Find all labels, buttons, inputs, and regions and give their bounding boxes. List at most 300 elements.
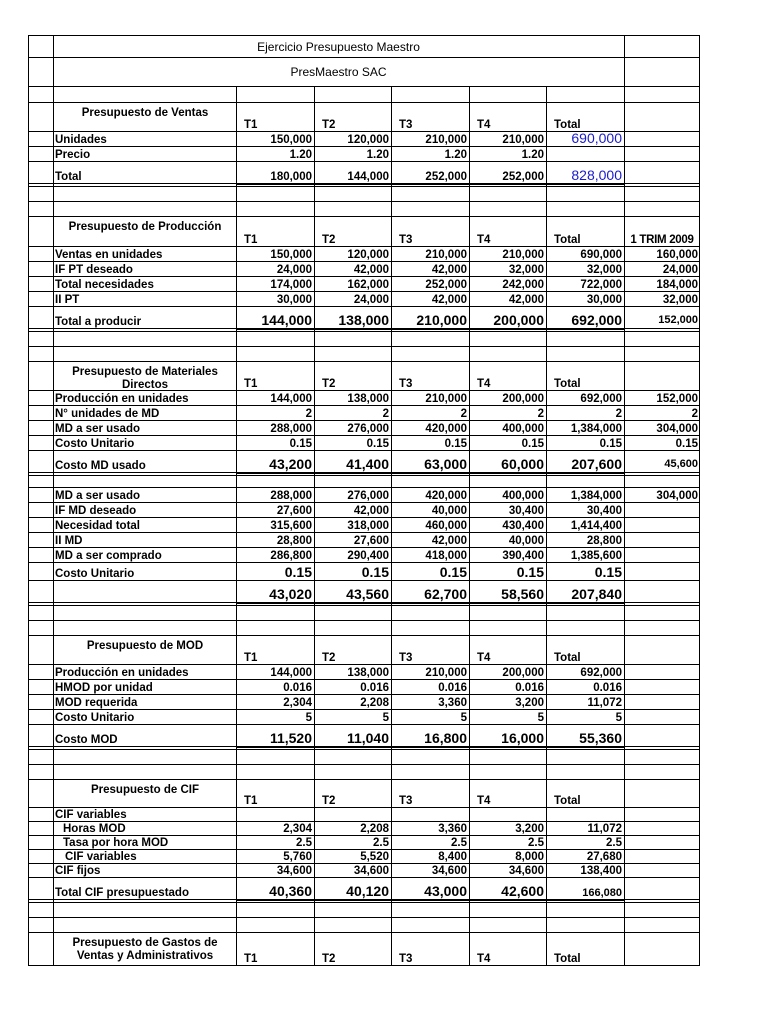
column-header-t3[interactable]: T3 (399, 378, 413, 390)
grid-line (699, 695, 700, 710)
cell-value[interactable]: 42,000 (431, 294, 467, 306)
row-label[interactable]: MD a ser usado (55, 490, 140, 502)
grid-line (624, 362, 625, 391)
cell-value[interactable]: 430,400 (502, 520, 544, 532)
cell-value[interactable]: 42,000 (353, 264, 389, 276)
cell-value[interactable]: 24,000 (276, 264, 312, 276)
cell-value[interactable]: 420,000 (425, 423, 467, 435)
grid-line (699, 347, 700, 362)
row-label[interactable]: Necesidad total (55, 520, 140, 532)
section-title[interactable]: Presupuesto de CIF (91, 784, 199, 796)
column-header-t1[interactable]: T1 (244, 953, 258, 965)
column-header-t2[interactable]: T2 (322, 795, 336, 807)
grid-line (28, 391, 29, 406)
data-row (28, 863, 700, 878)
row-label[interactable]: Ventas en unidades (55, 249, 163, 261)
cell-value[interactable]: 27,600 (353, 535, 389, 547)
cell-value[interactable]: 184,000 (656, 279, 698, 291)
data-row (28, 405, 700, 421)
cell-value[interactable]: 690,000 (580, 249, 622, 261)
column-header-total[interactable]: Total (554, 652, 581, 664)
cell-value[interactable]: 2 (691, 408, 698, 420)
cell-value[interactable]: 200,000 (493, 312, 544, 328)
grid-line (699, 621, 700, 636)
grid-line (28, 665, 29, 680)
cell-value[interactable]: 304,000 (656, 423, 698, 435)
cell-value[interactable]: 40,000 (431, 505, 467, 517)
column-header-t4[interactable]: T4 (477, 234, 491, 246)
column-header-1-trim-2009[interactable]: 1 TRIM 2009 (630, 234, 694, 246)
row-label[interactable]: CIF variables (65, 851, 137, 863)
grid-line (28, 680, 29, 695)
cell-value[interactable]: 120,000 (347, 134, 389, 146)
cell-value[interactable]: 2.5 (296, 837, 312, 849)
cell-value[interactable]: 11,072 (587, 823, 622, 835)
cell-value[interactable]: 144,000 (347, 171, 389, 183)
cell-value[interactable]: 0.016 (593, 682, 622, 694)
column-header-t2[interactable]: T2 (322, 953, 336, 965)
cell-value[interactable]: 32,000 (662, 294, 698, 306)
cell-value[interactable]: 0.15 (599, 438, 622, 450)
cell-value[interactable]: 690,000 (571, 130, 622, 146)
cell-value[interactable]: 288,000 (270, 490, 312, 502)
cell-value[interactable]: 0.15 (594, 564, 622, 580)
column-header-t1[interactable]: T1 (244, 119, 258, 131)
column-header-t3[interactable]: T3 (399, 119, 413, 131)
row-label[interactable]: Costo MOD (55, 734, 118, 746)
row-label[interactable]: Tasa por hora MOD (63, 837, 169, 849)
cell-value[interactable]: 60,000 (501, 456, 544, 472)
grid-line (28, 864, 29, 878)
grid-line (314, 903, 315, 918)
cell-value[interactable]: 210,000 (425, 134, 467, 146)
grid-line (314, 621, 315, 636)
row-label[interactable]: N° unidades de MD (55, 408, 160, 420)
column-header-t4[interactable]: T4 (477, 652, 491, 664)
grid-line (546, 808, 547, 822)
column-header-t3[interactable]: T3 (399, 652, 413, 664)
column-header-t3[interactable]: T3 (399, 234, 413, 246)
grid-line (546, 606, 547, 621)
data-row (28, 390, 700, 406)
column-header-t4[interactable]: T4 (477, 795, 491, 807)
column-header-t2[interactable]: T2 (322, 652, 336, 664)
cell-value[interactable]: 210,000 (502, 249, 544, 261)
section-title[interactable]: Presupuesto de Ventas (81, 107, 209, 119)
cell-value[interactable]: 8,400 (438, 851, 467, 863)
cell-value[interactable]: 418,000 (425, 550, 467, 562)
grid-line (699, 147, 700, 162)
cell-value[interactable]: 24,000 (662, 264, 698, 276)
cell-value[interactable]: 43,000 (424, 883, 467, 899)
cell-value[interactable]: 0.016 (360, 682, 389, 694)
cell-value[interactable]: 16,000 (501, 730, 544, 746)
cell-value[interactable]: 2.5 (451, 837, 467, 849)
column-header-t3[interactable]: T3 (399, 795, 413, 807)
cell-value[interactable]: 43,560 (346, 586, 389, 602)
cell-value[interactable]: 150,000 (270, 134, 312, 146)
cell-value[interactable]: 28,800 (276, 535, 312, 547)
cell-value[interactable]: 0.15 (361, 564, 389, 580)
row-label[interactable]: Producción en unidades (55, 393, 189, 405)
column-header-t2[interactable]: T2 (322, 234, 336, 246)
cell-value[interactable]: 40,360 (269, 883, 312, 899)
grid-line (699, 850, 700, 864)
cell-value[interactable]: 252,000 (425, 171, 467, 183)
grid-line (624, 58, 625, 87)
cell-value[interactable]: 207,600 (571, 456, 622, 472)
cell-value[interactable]: 150,000 (270, 249, 312, 261)
column-header-t1[interactable]: T1 (244, 234, 258, 246)
grid-line (28, 581, 29, 603)
cell-value[interactable]: 138,000 (347, 393, 389, 405)
cell-value[interactable]: 2 (382, 408, 389, 420)
cell-value[interactable]: 42,600 (501, 883, 544, 899)
row-label[interactable]: Unidades (55, 134, 107, 146)
cell-value[interactable]: 5 (615, 712, 622, 724)
cell-value[interactable]: 0.15 (444, 438, 467, 450)
cell-value[interactable]: 40,120 (346, 883, 389, 899)
cell-value[interactable]: 42,000 (508, 294, 544, 306)
column-header-t1[interactable]: T1 (244, 652, 258, 664)
cell-value[interactable]: 144,000 (270, 393, 312, 405)
cell-value[interactable]: 0.15 (284, 564, 312, 580)
cell-value[interactable]: 304,000 (656, 490, 698, 502)
grid-line (28, 307, 29, 329)
cell-value[interactable]: 2 (615, 408, 622, 420)
grid-line (28, 262, 29, 277)
cell-value[interactable]: 0.15 (289, 438, 312, 450)
cell-value[interactable]: 1,385,600 (570, 550, 622, 562)
row-label[interactable]: Costo Unitario (55, 568, 135, 580)
cell-value[interactable]: 290,400 (347, 550, 389, 562)
sheet-title[interactable]: PresMaestro SAC (290, 65, 387, 79)
column-header-t4[interactable]: T4 (477, 119, 491, 131)
cell-value[interactable]: 390,400 (502, 550, 544, 562)
cell-value[interactable]: 16,800 (424, 730, 467, 746)
column-header-total[interactable]: Total (554, 795, 581, 807)
data-row (28, 580, 700, 603)
column-header-t2[interactable]: T2 (322, 378, 336, 390)
row-label[interactable]: Precio (55, 149, 91, 161)
cell-value[interactable]: 2 (537, 408, 544, 420)
cell-value[interactable]: 166,080 (582, 887, 622, 899)
cell-value[interactable]: 34,600 (431, 865, 467, 877)
cell-value[interactable]: 692,000 (580, 667, 622, 679)
cell-value[interactable]: 2,304 (283, 823, 312, 835)
row-label[interactable]: II MD (55, 535, 83, 547)
cell-value[interactable]: 5,760 (283, 851, 312, 863)
cell-value[interactable]: 0.15 (366, 438, 389, 450)
grid-line (699, 836, 700, 850)
cell-value[interactable]: 27,600 (276, 505, 312, 517)
grid-line (28, 780, 29, 808)
data-row (28, 835, 700, 850)
grid-line (624, 347, 625, 362)
grid-line (546, 187, 547, 202)
row-label[interactable]: II PT (55, 294, 80, 306)
cell-value[interactable]: 276,000 (347, 423, 389, 435)
grid-line (314, 87, 315, 103)
grid-line (624, 808, 625, 822)
cell-value[interactable]: 62,700 (424, 586, 467, 602)
cell-value[interactable]: 32,000 (508, 264, 544, 276)
column-header-total[interactable]: Total (554, 119, 581, 131)
cell-value[interactable]: 3,200 (515, 823, 544, 835)
cell-value[interactable]: 120,000 (347, 249, 389, 261)
cell-value[interactable]: 58,560 (501, 586, 544, 602)
grid-line (314, 765, 315, 780)
cell-value[interactable]: 41,400 (346, 456, 389, 472)
grid-line (469, 621, 470, 636)
cell-value[interactable]: 30,000 (586, 294, 622, 306)
grid-line (469, 347, 470, 362)
column-header-t1[interactable]: T1 (244, 795, 258, 807)
cell-value[interactable]: 0.15 (516, 564, 544, 580)
grid-line (624, 665, 625, 680)
grid-line (699, 132, 700, 147)
grid-line (624, 695, 625, 710)
section-title[interactable]: Presupuesto de MOD (86, 640, 204, 652)
cell-value[interactable]: 43,200 (269, 456, 312, 472)
cell-value[interactable]: 28,800 (586, 535, 622, 547)
data-row (28, 306, 700, 329)
row-label[interactable]: IF PT deseado (55, 264, 133, 276)
grid-line (28, 147, 29, 162)
cell-value[interactable]: 160,000 (656, 249, 698, 261)
sheet-title[interactable]: Ejercicio Presupuesto Maestro (257, 40, 420, 54)
cell-value[interactable]: 5 (460, 712, 467, 724)
cell-value[interactable]: 252,000 (425, 279, 467, 291)
row-label[interactable]: Producción en unidades (55, 667, 189, 679)
cell-value[interactable]: 32,000 (586, 264, 622, 276)
row-label[interactable]: HMOD por unidad (55, 682, 153, 694)
row-label[interactable]: MOD requerida (55, 697, 138, 709)
row-label[interactable]: Horas MOD (63, 823, 126, 835)
cell-value[interactable]: 42,000 (353, 505, 389, 517)
cell-value[interactable]: 0.016 (438, 682, 467, 694)
cell-value[interactable]: 55,360 (579, 730, 622, 746)
cell-value[interactable]: 1,384,000 (570, 490, 622, 502)
cell-value[interactable]: 276,000 (347, 490, 389, 502)
title-row (28, 57, 700, 87)
cell-value[interactable]: 43,020 (269, 586, 312, 602)
cell-value[interactable]: 318,000 (347, 520, 389, 532)
grid-line (699, 187, 700, 202)
cell-value[interactable]: 40,000 (508, 535, 544, 547)
cell-value[interactable]: 207,840 (571, 586, 622, 602)
cell-value[interactable]: 3,360 (438, 823, 467, 835)
cell-value[interactable]: 42,000 (431, 535, 467, 547)
cell-value[interactable]: 34,600 (276, 865, 312, 877)
cell-value[interactable]: 210,000 (502, 134, 544, 146)
column-header-t1[interactable]: T1 (244, 378, 258, 390)
cell-value[interactable]: 210,000 (425, 249, 467, 261)
cell-value[interactable]: 138,400 (580, 865, 622, 877)
data-row (28, 291, 700, 307)
cell-value[interactable]: 2,208 (360, 697, 389, 709)
row-label[interactable]: CIF fijos (55, 865, 101, 877)
cell-value[interactable]: 42,000 (431, 264, 467, 276)
column-header-t2[interactable]: T2 (322, 119, 336, 131)
cell-value[interactable]: 420,000 (425, 490, 467, 502)
row-label[interactable]: Total necesidades (55, 279, 154, 291)
cell-value[interactable]: 1.20 (521, 149, 544, 161)
cell-value[interactable]: 5,520 (360, 851, 389, 863)
section-header-row (28, 635, 700, 665)
row-label[interactable]: Costo MD usado (55, 460, 146, 472)
cell-value[interactable]: 30,400 (586, 505, 622, 517)
cell-value[interactable]: 144,000 (261, 312, 312, 328)
grid-line (699, 725, 700, 747)
cell-value[interactable]: 24,000 (353, 294, 389, 306)
cell-value[interactable]: 3,360 (438, 697, 467, 709)
section-title[interactable]: Presupuesto de Producción (68, 221, 222, 233)
cell-value[interactable]: 5 (382, 712, 389, 724)
cell-value[interactable]: 180,000 (270, 171, 312, 183)
cell-value[interactable]: 252,000 (502, 171, 544, 183)
row-label[interactable]: MD a ser usado (55, 423, 140, 435)
title-row (28, 35, 700, 58)
empty-row (28, 201, 700, 217)
grid-line (391, 903, 392, 918)
cell-value[interactable]: 200,000 (502, 667, 544, 679)
data-row (28, 821, 700, 836)
cell-value[interactable]: 162,000 (347, 279, 389, 291)
cell-value[interactable]: 200,000 (502, 393, 544, 405)
column-header-t4[interactable]: T4 (477, 378, 491, 390)
cell-value[interactable]: 0.016 (283, 682, 312, 694)
grid-line (236, 918, 237, 933)
grid-line (236, 202, 237, 217)
cell-value[interactable]: 0.15 (439, 564, 467, 580)
cell-value[interactable]: 144,000 (270, 667, 312, 679)
cell-value[interactable]: 1.20 (444, 149, 467, 161)
row-label[interactable]: IF MD deseado (55, 505, 137, 517)
grid-line (624, 332, 625, 347)
cell-value[interactable]: 722,000 (580, 279, 622, 291)
column-header-total[interactable]: Total (554, 378, 581, 390)
cell-value[interactable]: 30,400 (508, 505, 544, 517)
grid-line (391, 87, 392, 103)
cell-value[interactable]: 1,414,400 (570, 520, 622, 532)
grid-line (53, 918, 54, 933)
grid-line (391, 347, 392, 362)
grid-line (546, 918, 547, 933)
grid-line (28, 347, 29, 362)
row-label[interactable]: Costo Unitario (55, 712, 135, 724)
cell-value[interactable]: 152,000 (656, 393, 698, 405)
grid-line (53, 636, 54, 665)
cell-value[interactable]: 210,000 (425, 393, 467, 405)
cell-value[interactable]: 692,000 (580, 393, 622, 405)
cell-value[interactable]: 828,000 (571, 167, 622, 183)
cell-value[interactable]: 138,000 (347, 667, 389, 679)
row-label[interactable]: Total CIF presupuestado (55, 887, 189, 899)
cell-value[interactable]: 692,000 (571, 312, 622, 328)
cell-value[interactable]: 3,200 (515, 697, 544, 709)
grid-line (624, 147, 625, 162)
cell-value[interactable]: 2.5 (528, 837, 544, 849)
column-header-total[interactable]: Total (554, 234, 581, 246)
data-row (28, 709, 700, 725)
cell-value[interactable]: 0.15 (675, 438, 698, 450)
cell-value[interactable]: 1,384,000 (570, 423, 622, 435)
cell-value[interactable]: 0.016 (515, 682, 544, 694)
cell-value[interactable]: 34,600 (508, 865, 544, 877)
cell-value[interactable]: 2,208 (360, 823, 389, 835)
cell-value[interactable]: 2,304 (283, 697, 312, 709)
cell-value[interactable]: 138,000 (338, 312, 389, 328)
cell-value[interactable]: 460,000 (425, 520, 467, 532)
section-title[interactable]: Presupuesto de Materiales Directos (72, 366, 218, 391)
row-label[interactable]: Costo Unitario (55, 438, 135, 450)
column-header-t4[interactable]: T4 (477, 953, 491, 965)
row-label[interactable]: CIF variables (55, 809, 127, 821)
section-title[interactable]: Presupuesto de Gastos de Ventas y Administrativos (72, 937, 218, 962)
cell-value[interactable]: 1.20 (289, 149, 312, 161)
grid-line (28, 406, 29, 421)
cell-value[interactable]: 400,000 (502, 490, 544, 502)
cell-value[interactable]: 8,000 (515, 851, 544, 863)
grid-line (699, 665, 700, 680)
cell-value[interactable]: 30,000 (276, 294, 312, 306)
cell-value[interactable]: 174,000 (270, 279, 312, 291)
cell-value[interactable]: 315,600 (270, 520, 312, 532)
grid-line (699, 680, 700, 695)
grid-line (28, 247, 29, 262)
column-header-t3[interactable]: T3 (399, 953, 413, 965)
cell-value[interactable]: 27,680 (586, 851, 622, 863)
cell-value[interactable]: 5 (537, 712, 544, 724)
row-label[interactable]: Total (55, 171, 82, 183)
cell-value[interactable]: 63,000 (424, 456, 467, 472)
grid-line (624, 621, 625, 636)
cell-value[interactable]: 400,000 (502, 423, 544, 435)
empty-row (28, 749, 700, 765)
cell-value[interactable]: 34,600 (353, 865, 389, 877)
column-header-total[interactable]: Total (554, 953, 581, 965)
cell-value[interactable]: 0.15 (521, 438, 544, 450)
grid-line (391, 918, 392, 933)
cell-value[interactable]: 2.5 (373, 837, 389, 849)
row-label[interactable]: MD a ser comprado (55, 550, 162, 562)
cell-value[interactable]: 45,600 (664, 458, 698, 470)
cell-value[interactable]: 11,520 (269, 730, 312, 746)
cell-value[interactable]: 210,000 (425, 667, 467, 679)
section-header-row (28, 779, 700, 808)
grid-line (624, 103, 625, 132)
cell-value[interactable]: 242,000 (502, 279, 544, 291)
cell-value[interactable]: 11,072 (587, 697, 622, 709)
cell-value[interactable]: 5 (305, 712, 312, 724)
row-label[interactable]: Total a producir (55, 316, 142, 328)
grid-line (391, 621, 392, 636)
grid-line (28, 808, 29, 822)
cell-value[interactable]: 2 (460, 408, 467, 420)
cell-value[interactable]: 210,000 (416, 312, 467, 328)
cell-value[interactable]: 152,000 (658, 314, 698, 326)
cell-value[interactable]: 2 (305, 408, 312, 420)
cell-value[interactable]: 1.20 (366, 149, 389, 161)
grid-line (314, 606, 315, 621)
grid-line (53, 765, 54, 780)
cell-value[interactable]: 11,040 (346, 730, 389, 746)
grid-line (28, 36, 29, 58)
cell-value[interactable]: 2.5 (606, 837, 622, 849)
cell-value[interactable]: 288,000 (270, 423, 312, 435)
cell-value[interactable]: 286,800 (270, 550, 312, 562)
